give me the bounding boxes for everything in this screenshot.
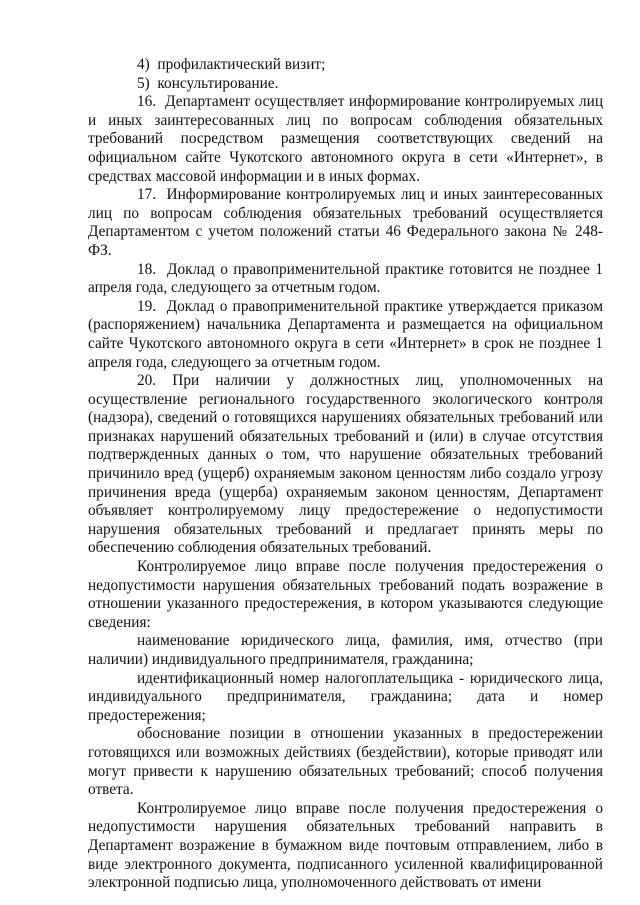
paragraph-17: 17. Информирование контролируемых лиц и иных заинтересованных лиц по вопросам соблюдения обязательных требований осуществляется Департаментом с учетом положений статьи 46 Федерального закона № 248-ФЗ. (88, 186, 603, 259)
paragraph-20: 20. При наличии у должностных лиц, уполномоченных на осуществление регионального государственного экологического контроля (надзора), сведений о готовящихся нарушениях обязательных требований или признаках нарушений обязательных требований и (или) в случае отсутствия подтвержденных данных о том, что нарушение обязательных требований причинило вред (ущерб) охраняемым законом ценностям либо создало угрозу причинения вреда (ущерба) охраняемым законом ценностям, Департамент объявляет контролируемому лицу предостережение о недопустимости нарушения обязательных требований и предлагает принять меры по обеспечению соблюдения обязательных требований. (88, 372, 603, 557)
paragraph-legal-entity-name: наименование юридического лица, фамилия, имя, отчество (при наличии) индивидуального предпринимателя, гражданина; (88, 632, 603, 668)
paragraph-objection-right: Контролируемое лицо вправе после получения предостережения о недопустимости нарушения обязательных требований подать возражение в отношении указанного предостережения, в котором указываются следующие сведения: (88, 558, 603, 631)
list-item-consulting: 5) консультирование. (137, 74, 279, 92)
paragraph-position-justification: обоснование позиции в отношении указанных в предостережении готовящихся или возможных действиях (бездействии), которые приводят или могут привести к нарушению обязательных требований; способ получения ответа. (88, 725, 603, 799)
paragraph-18: 18. Доклад о правоприменительной практике готовится не позднее 1 апреля года, следующего за отчетным годом. (88, 260, 603, 297)
paragraph-tax-id: идентификационный номер налогоплательщика - юридического лица, индивидуального предпринимателя, гражданина; дата и номер предостережения; (88, 669, 603, 724)
paragraph-16: 16. Департамент осуществляет информирование контролируемых лиц и иных заинтересованных лиц по вопросам соблюдения обязательных требований посредством размещения соответствующих сведений на официальном сайте Чукотского автономного округа в сети «Интернет», в средствах массовой информации и в иных формах. (88, 93, 603, 185)
paragraph-objection-submission: Контролируемое лицо вправе после получения предостережения о недопустимости нарушения обязательных требований направить в Департамент возражение в бумажном виде почтовым отправлением, либо в виде электронного документа, подписанного усиленной квалифицированной электронной подписью лица, уполномоченного действовать от имени (88, 799, 603, 892)
document-page (88, 56, 603, 893)
list-item-preventive-visit: 4) профилактический визит; (137, 56, 326, 73)
paragraph-19: 19. Доклад о правоприменительной практике утверждается приказом (распоряжением) начальника Департамента и размещается на официальном сайте Чукотского автономного округа в сети «Интернет» в срок не позднее 1 апреля года, следующего за отчетным годом. (88, 297, 603, 371)
